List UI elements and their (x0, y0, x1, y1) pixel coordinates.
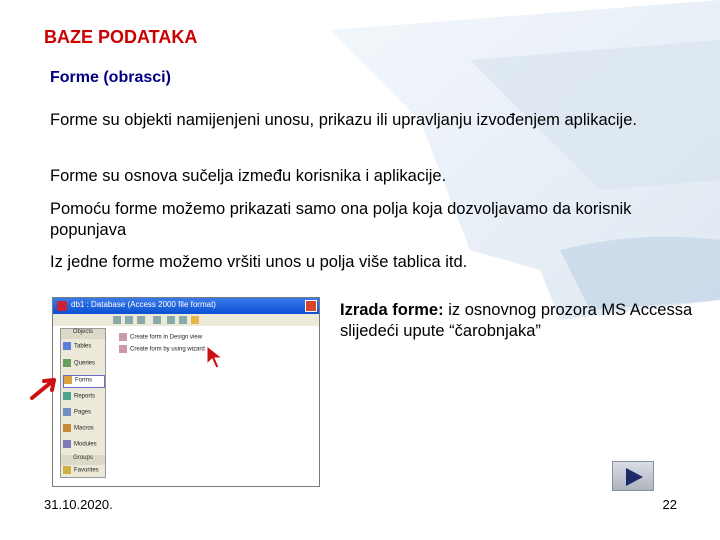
view-icon[interactable] (167, 316, 175, 324)
object-label: Macros (74, 425, 94, 432)
access-app-icon (57, 301, 67, 311)
play-arrow-icon (613, 462, 655, 492)
paragraph-4: Iz jedne forme možemo vršiti unos u polja više tablica itd. (50, 253, 468, 271)
object-label: Tables (74, 343, 92, 350)
design-icon[interactable] (125, 316, 133, 324)
new-icon[interactable] (137, 316, 145, 324)
object-label: Queries (74, 360, 96, 367)
paragraph-3: Pomoću forme možemo prikazati samo ona polja koja dozvoljavamo da korisnik popunjava (50, 200, 632, 239)
object-label: Modules (74, 441, 97, 448)
paragraph-1: Forme su objekti namijenjeni unosu, prikazu ili upravljanju izvođenjem aplikacije. (50, 111, 637, 129)
object-label: Pages (74, 409, 92, 416)
object-label: Forms (75, 377, 92, 384)
details-view-icon[interactable] (191, 316, 199, 324)
list-item[interactable] (119, 345, 205, 353)
mouse-pointer-icon (205, 344, 225, 370)
open-icon[interactable] (113, 316, 121, 324)
object-item-queries[interactable] (63, 359, 105, 372)
slide-date: 31.10.2020. (44, 497, 113, 512)
object-item-pages[interactable] (63, 408, 105, 421)
wizard-caption (340, 300, 700, 342)
form-wizard-icon (119, 345, 127, 353)
page-icon (63, 408, 71, 416)
module-icon (63, 440, 71, 448)
delete-icon[interactable] (153, 316, 161, 324)
objects-bar (60, 328, 106, 478)
object-label: Reports (74, 393, 96, 400)
macro-icon (63, 424, 71, 432)
list-item-label: Create form by using wizard (130, 346, 205, 353)
objects-header: Objects (61, 329, 105, 339)
list-view-icon[interactable] (179, 316, 187, 324)
access-database-window (52, 297, 320, 487)
object-item-reports[interactable] (63, 392, 105, 405)
close-icon[interactable] (305, 300, 317, 312)
query-icon (63, 359, 71, 367)
object-item-modules[interactable] (63, 440, 105, 453)
caption-text: iz osnovnog prozora MS Accessa slijedeći upute “čarobnjaka” (340, 301, 693, 340)
window-toolbar (53, 314, 319, 326)
paragraph-2: Forme su osnova sučelja između korisnika i aplikacije. (50, 167, 447, 185)
window-titlebar (53, 298, 319, 314)
object-item-forms[interactable] (63, 375, 105, 388)
form-wizard-icon (119, 333, 127, 341)
slide-subtitle: Forme (obrasci) (50, 69, 171, 86)
object-item-macros[interactable] (63, 424, 105, 437)
slide-number: 22 (662, 497, 677, 512)
next-slide-button[interactable] (612, 461, 654, 491)
table-icon (63, 342, 71, 350)
favorites-icon (63, 466, 71, 474)
groups-header: Groups (61, 455, 105, 465)
caption-bold: Izrada forme: (340, 301, 444, 319)
window-title: db1 : Database (Access 2000 file format) (71, 300, 216, 309)
arrow-pointer-icon (28, 372, 68, 402)
slide-title: BAZE PODATAKA (44, 27, 198, 47)
object-item-tables[interactable] (63, 342, 105, 355)
group-label: Favorites (74, 467, 99, 474)
list-item-label: Create form in Design view (130, 334, 203, 341)
list-item[interactable] (119, 333, 202, 341)
group-item-favorites[interactable] (63, 466, 105, 479)
